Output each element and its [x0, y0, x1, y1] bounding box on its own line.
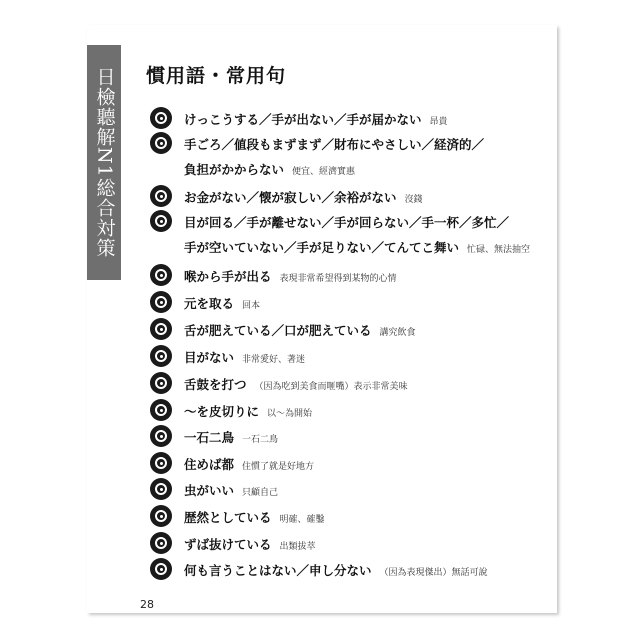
phrase-line [184, 268, 397, 284]
phrase-meaning: 非常愛好、著迷 [242, 355, 306, 365]
phrase-line [184, 456, 314, 472]
phrase-meaning: 明確、確鑿 [279, 515, 325, 525]
phrase-line [184, 429, 278, 445]
phrase-line [184, 161, 355, 177]
phrase-text: 舌が肥えている／口が肥えている [184, 323, 372, 338]
phrase-text: 負担がかからない [184, 162, 285, 177]
phrase-line [184, 376, 408, 392]
audio-bullet-icon [150, 372, 172, 394]
phrase-meaning: 昂貴 [429, 117, 448, 127]
phrase-meaning: 表現非常希望得到某物的心情 [279, 274, 397, 284]
phrase-meaning: 便宜、經濟實惠 [292, 167, 356, 177]
phrase-meaning: 出類拔萃 [279, 542, 316, 552]
phrase-text: 喉から手が出る [184, 269, 272, 284]
phrase-line [184, 189, 423, 205]
phrase-meaning: 一石二鳥 [242, 435, 279, 445]
audio-bullet-icon [150, 185, 172, 207]
phrase-text: 住めば都 [184, 457, 235, 472]
phrase-line [184, 214, 517, 230]
phrase-text: 手が空いていない／手が足りない／てんてこ舞い [184, 240, 460, 255]
audio-bullet-icon [150, 210, 172, 232]
phrase-meaning: 住慣了就是好地方 [242, 462, 315, 472]
phrase-text: 一石二鳥 [184, 430, 235, 445]
phrase-meaning: （因為表現傑出）無話可說 [379, 568, 488, 578]
phrase-line [184, 239, 530, 255]
audio-bullet-icon [150, 425, 172, 447]
phrase-meaning: 沒錢 [404, 195, 423, 205]
audio-bullet-icon [150, 478, 172, 500]
audio-bullet-icon [150, 532, 172, 554]
audio-bullet-icon [150, 505, 172, 527]
phrase-meaning: 講究飲食 [379, 328, 416, 338]
phrase-text: 舌鼓を打つ [184, 377, 247, 392]
phrase-line [184, 509, 325, 525]
phrase-line [184, 562, 488, 578]
phrase-text: ずば抜けている [184, 537, 272, 552]
phrase-text: 目が回る／手が離せない／手が回らない／手一杯／多忙／ [184, 215, 510, 230]
phrase-text: 虫がいい [184, 483, 235, 498]
phrase-text: 目がない [184, 350, 235, 365]
audio-bullet-icon [150, 318, 172, 340]
phrase-line [184, 536, 316, 552]
phrase-meaning: 只顧自己 [242, 488, 279, 498]
phrase-line [184, 136, 492, 152]
phrase-meaning: 忙碌、無法抽空 [467, 245, 531, 255]
phrase-line [184, 482, 278, 498]
audio-bullet-icon [150, 345, 172, 367]
section-title: 慣用語・常用句 [146, 65, 287, 87]
phrase-text: ～を皮切りに [184, 404, 260, 419]
audio-bullet-icon [150, 107, 172, 129]
phrase-text: けっこうする／手が出ない／手が届かない [184, 112, 422, 127]
phrase-text: 手ごろ／値段もまずまず／財布にやさしい／経済的／ [184, 137, 485, 152]
audio-bullet-icon [150, 264, 172, 286]
sidebar-title: 日檢聽解N1総合対策 [93, 67, 116, 258]
page-number: 28 [140, 598, 154, 611]
phrase-line [184, 111, 448, 127]
phrase-text: 元を取る [184, 296, 235, 311]
phrase-line [184, 403, 312, 419]
phrase-text: 歴然としている [184, 510, 272, 525]
audio-bullet-icon [150, 452, 172, 474]
audio-bullet-icon [150, 399, 172, 421]
chapter-sidebar-tab [87, 45, 121, 280]
phrase-line [184, 322, 416, 338]
phrase-line [184, 295, 260, 311]
audio-bullet-icon [150, 558, 172, 580]
phrase-meaning: 回本 [242, 301, 261, 311]
phrase-meaning: （因為吃到美食而咂嘴）表示非常美味 [254, 382, 408, 392]
phrase-meaning: 以～為開始 [267, 409, 313, 419]
audio-bullet-icon [150, 132, 172, 154]
phrase-line [184, 349, 305, 365]
audio-bullet-icon [150, 291, 172, 313]
phrase-text: 何も言うことはない／申し分ない [184, 563, 372, 578]
phrase-text: お金がない／懐が寂しい／余裕がない [184, 190, 397, 205]
